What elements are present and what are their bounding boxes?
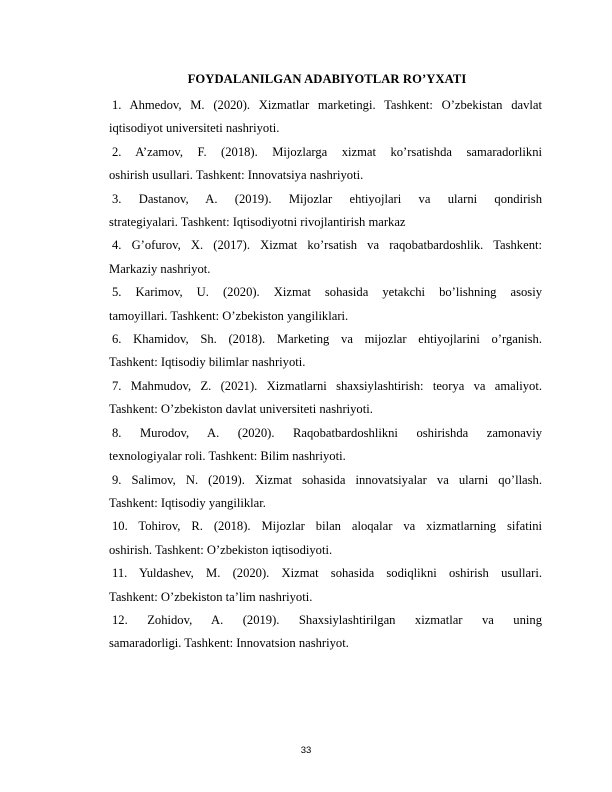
reference-item-1	[109, 94, 542, 141]
reference-line: 11. Yuldashev, M. (2020). Xizmat sohasida sodiqlikni oshirish usullari.	[112, 566, 542, 581]
page-number: 33	[300, 745, 312, 756]
reference-item-12	[109, 609, 542, 656]
reference-continuation: samaradorligi. Tashkent: Innovatsion nashriyot.	[109, 636, 349, 651]
reference-line: 10. Tohirov, R. (2018). Mijozlar bilan aloqalar va xizmatlarning sifatini	[112, 519, 542, 534]
reference-continuation: strategiyalari. Tashkent: Iqtisodiyotni rivojlantirish markaz	[109, 215, 406, 230]
reference-continuation: Tashkent: Iqtisodiy yangiliklar.	[109, 495, 266, 510]
reference-line: 6. Khamidov, Sh. (2018). Marketing va mijozlar ehtiyojlarini o’rganish.	[112, 332, 542, 347]
reference-item-6	[109, 328, 542, 375]
reference-continuation: Tashkent: Iqtisodiy bilimlar nashriyoti.	[109, 355, 306, 370]
reference-continuation: iqtisodiyot universiteti nashriyoti.	[109, 121, 280, 136]
reference-item-2	[109, 141, 542, 188]
reference-line: 4. G’ofurov, X. (2017). Xizmat ko’rsatish va raqobatbardoshlik. Tashkent:	[112, 238, 542, 253]
reference-item-5	[109, 281, 542, 328]
reference-line: 3. Dastanov, A. (2019). Mijozlar ehtiyojlari va ularni qondirish	[112, 191, 542, 206]
reference-item-8	[109, 422, 542, 469]
reference-continuation: Tashkent: O’zbekiston davlat universiteti nashriyoti.	[109, 402, 373, 417]
reference-item-10	[109, 515, 542, 562]
reference-line: 1. Ahmedov, M. (2020). Xizmatlar marketingi. Tashkent: O’zbekistan davlat	[112, 98, 542, 112]
reference-continuation: tamoyillari. Tashkent: O’zbekiston yangiliklari.	[109, 308, 349, 323]
reference-line: 12. Zohidov, A. (2019). Shaxsiylashtirilgan xizmatlar va uning	[112, 612, 542, 627]
reference-continuation: texnologiyalar roli. Tashkent: Bilim nashriyoti.	[109, 449, 346, 464]
reference-line: 8. Murodov, A. (2020). Raqobatbardoshlikni oshirishda zamonaviy	[112, 425, 542, 440]
reference-continuation: Tashkent: O’zbekiston ta’lim nashriyoti.	[109, 589, 313, 604]
reference-continuation: Markaziy nashriyot.	[109, 261, 211, 276]
reference-item-9	[109, 469, 542, 516]
reference-line: 7. Mahmudov, Z. (2021). Xizmatlarni shaxsiylashtirish: teorya va amaliyot.	[112, 378, 542, 393]
page-title: FOYDALANILGAN ADABIYOTLAR RO’YXATI	[187, 72, 467, 86]
reference-list	[109, 94, 542, 656]
reference-line: 9. Salimov, N. (2019). Xizmat sohasida innovatsiyalar va ularni qo’llash.	[112, 472, 542, 487]
reference-item-3	[109, 188, 542, 235]
reference-line: 2. A’zamov, F. (2018). Mijozlarga xizmat ko’rsatishda samaradorlikni	[112, 144, 542, 159]
reference-item-4	[109, 234, 542, 281]
reference-line: 5. Karimov, U. (2020). Xizmat sohasida yetakchi bo’lishning asosiy	[112, 285, 542, 300]
reference-item-7	[109, 375, 542, 422]
reference-continuation: oshirish usullari. Tashkent: Innovatsiya nashriyoti.	[109, 168, 364, 183]
reference-item-11	[109, 562, 542, 609]
reference-continuation: oshirish. Tashkent: O’zbekiston iqtisodiyoti.	[109, 542, 333, 557]
